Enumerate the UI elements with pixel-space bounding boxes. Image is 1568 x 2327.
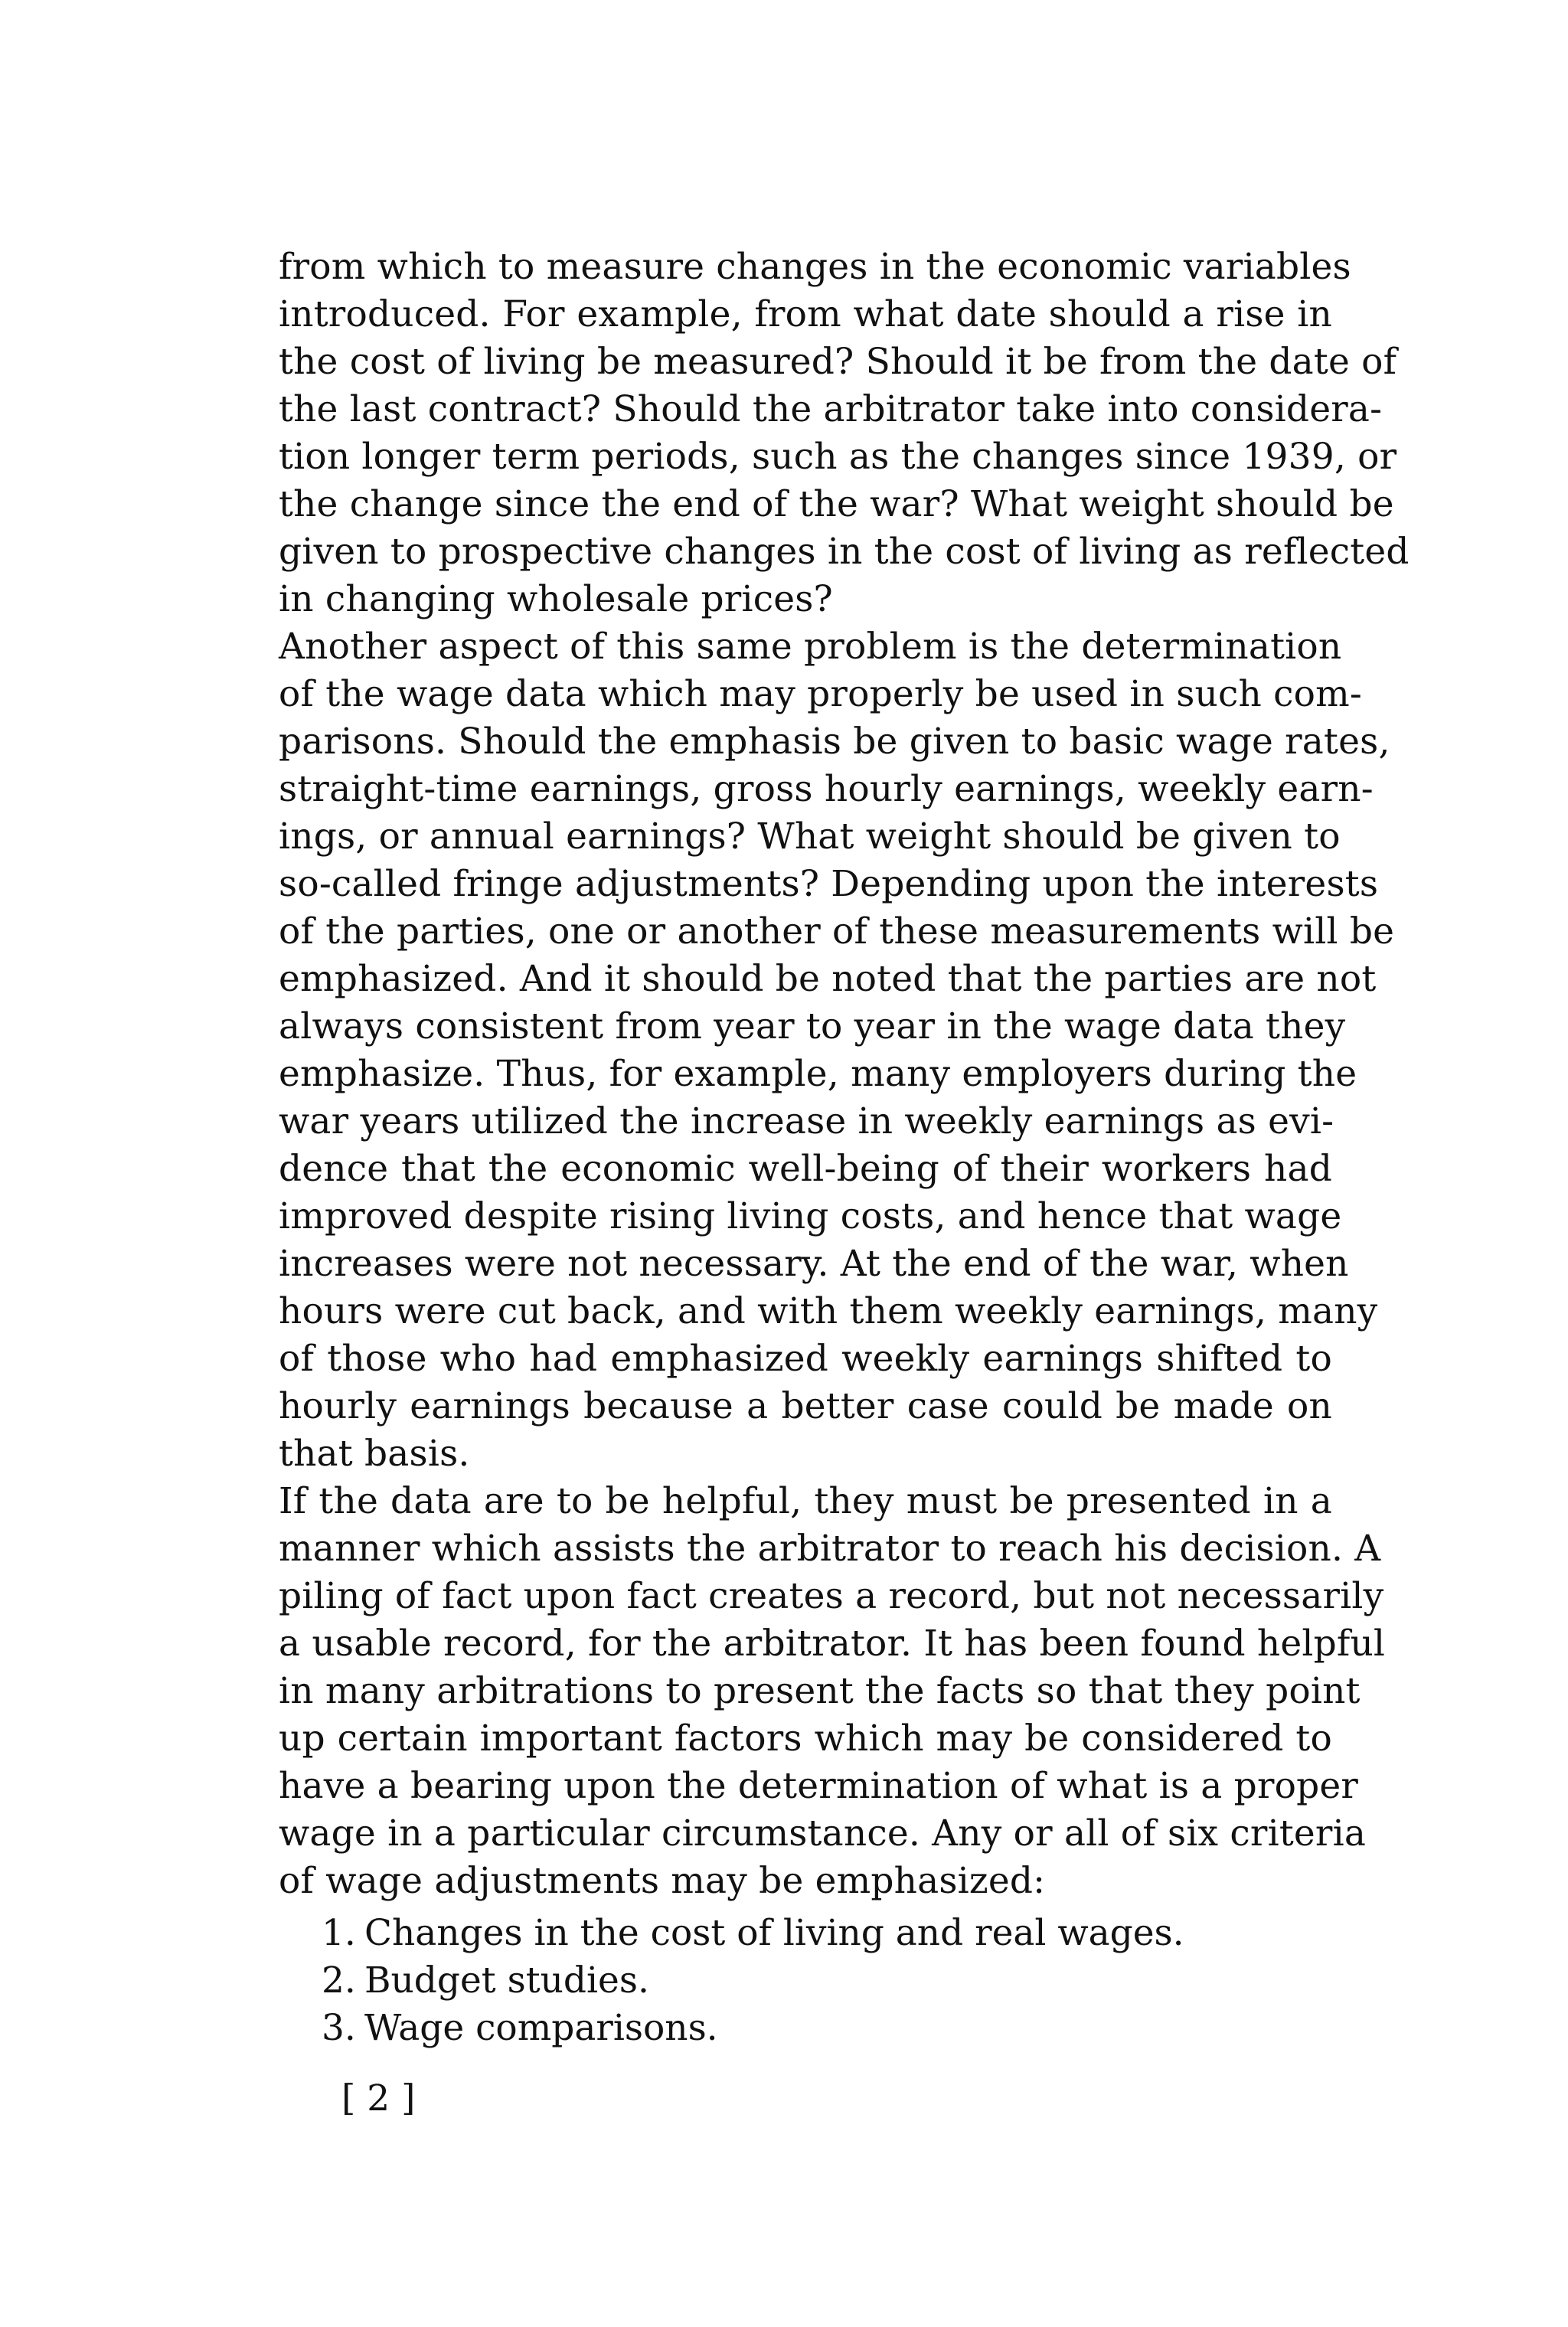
text-line: the last contract? Should the arbitrator take into considera- bbox=[279, 388, 1383, 430]
paragraph-2 bbox=[279, 623, 1395, 1478]
text-line: Another aspect of this same problem is the determination bbox=[279, 626, 1342, 668]
paragraph-3 bbox=[279, 1478, 1386, 1905]
text-line: the change since the end of the war? What weight should be bbox=[279, 483, 1394, 525]
text-line: introduced. For example, from what date should a rise in bbox=[279, 293, 1332, 335]
text-line: hourly earnings because a better case could be made on bbox=[279, 1385, 1332, 1427]
list-item bbox=[279, 2005, 1332, 2052]
text-line: of the parties, one or another of these measurements will be bbox=[279, 910, 1395, 953]
text-line: manner which assists the arbitrator to reach his decision. A bbox=[279, 1528, 1381, 1570]
text-line: of wage adjustments may be emphasized: bbox=[279, 1860, 1046, 1902]
paragraph-1 bbox=[279, 243, 1410, 623]
text-line: piling of fact upon fact creates a record, but not necessarily bbox=[279, 1575, 1384, 1617]
page-number: [ 2 ] bbox=[341, 2077, 416, 2119]
text-line: given to prospective changes in the cost of living as reflected bbox=[279, 531, 1410, 573]
text-line: so-called fringe adjustments? Depending upon the interests bbox=[279, 863, 1379, 905]
text-line: a usable record, for the arbitrator. It has been found helpful bbox=[279, 1623, 1386, 1665]
text-line: emphasized. And it should be noted that the parties are not bbox=[279, 958, 1377, 1000]
criteria-list bbox=[279, 1910, 1332, 2052]
list-item-text: Wage comparisons. bbox=[364, 2007, 718, 2049]
text-line: up certain important factors which may be considered to bbox=[279, 1717, 1332, 1760]
text-line: hours were cut back, and with them weekly earnings, many bbox=[279, 1290, 1378, 1332]
text-line: always consistent from year to year in the wage data they bbox=[279, 1005, 1346, 1047]
list-item-text: Budget studies. bbox=[364, 1959, 649, 2002]
list-item-text: Changes in the cost of living and real wages. bbox=[364, 1912, 1184, 1954]
text-line: in changing wholesale prices? bbox=[279, 578, 833, 620]
text-line: have a bearing upon the determination of what is a proper bbox=[279, 1765, 1359, 1807]
text-line: from which to measure changes in the economic variables bbox=[279, 246, 1351, 288]
text-line: the cost of living be measured? Should it be from the date of bbox=[279, 341, 1397, 383]
text-line: tion longer term periods, such as the changes since 1939, or bbox=[279, 436, 1397, 478]
text-line: increases were not necessary. At the end of the war, when bbox=[279, 1243, 1349, 1285]
list-item-number: 3. bbox=[322, 2007, 356, 2049]
list-item-number: 1. bbox=[322, 1912, 356, 1954]
text-line: ings, or annual earnings? What weight should be given to bbox=[279, 815, 1341, 858]
text-line: war years utilized the increase in weekly earnings as evi- bbox=[279, 1100, 1334, 1142]
text-line: straight-time earnings, gross hourly earnings, weekly earn- bbox=[279, 768, 1374, 810]
list-item-number: 2. bbox=[322, 1959, 356, 2002]
text-line: that basis. bbox=[279, 1433, 470, 1475]
text-line: of those who had emphasized weekly earnings shifted to bbox=[279, 1338, 1332, 1380]
text-line: emphasize. Thus, for example, many employers during the bbox=[279, 1053, 1357, 1095]
text-line: wage in a particular circumstance. Any or all of six criteria bbox=[279, 1812, 1367, 1855]
text-line: of the wage data which may properly be used in such com- bbox=[279, 673, 1362, 715]
text-line: in many arbitrations to present the facts so that they point bbox=[279, 1670, 1361, 1712]
text-line: dence that the economic well-being of their workers had bbox=[279, 1148, 1332, 1190]
text-line: parisons. Should the emphasis be given to basic wage rates, bbox=[279, 721, 1390, 763]
text-line: If the data are to be helpful, they must be presented in a bbox=[279, 1480, 1332, 1522]
text-line: improved despite rising living costs, and hence that wage bbox=[279, 1195, 1342, 1237]
page-body bbox=[279, 243, 1410, 2052]
list-item bbox=[279, 1910, 1332, 1957]
list-item bbox=[279, 1957, 1332, 2005]
